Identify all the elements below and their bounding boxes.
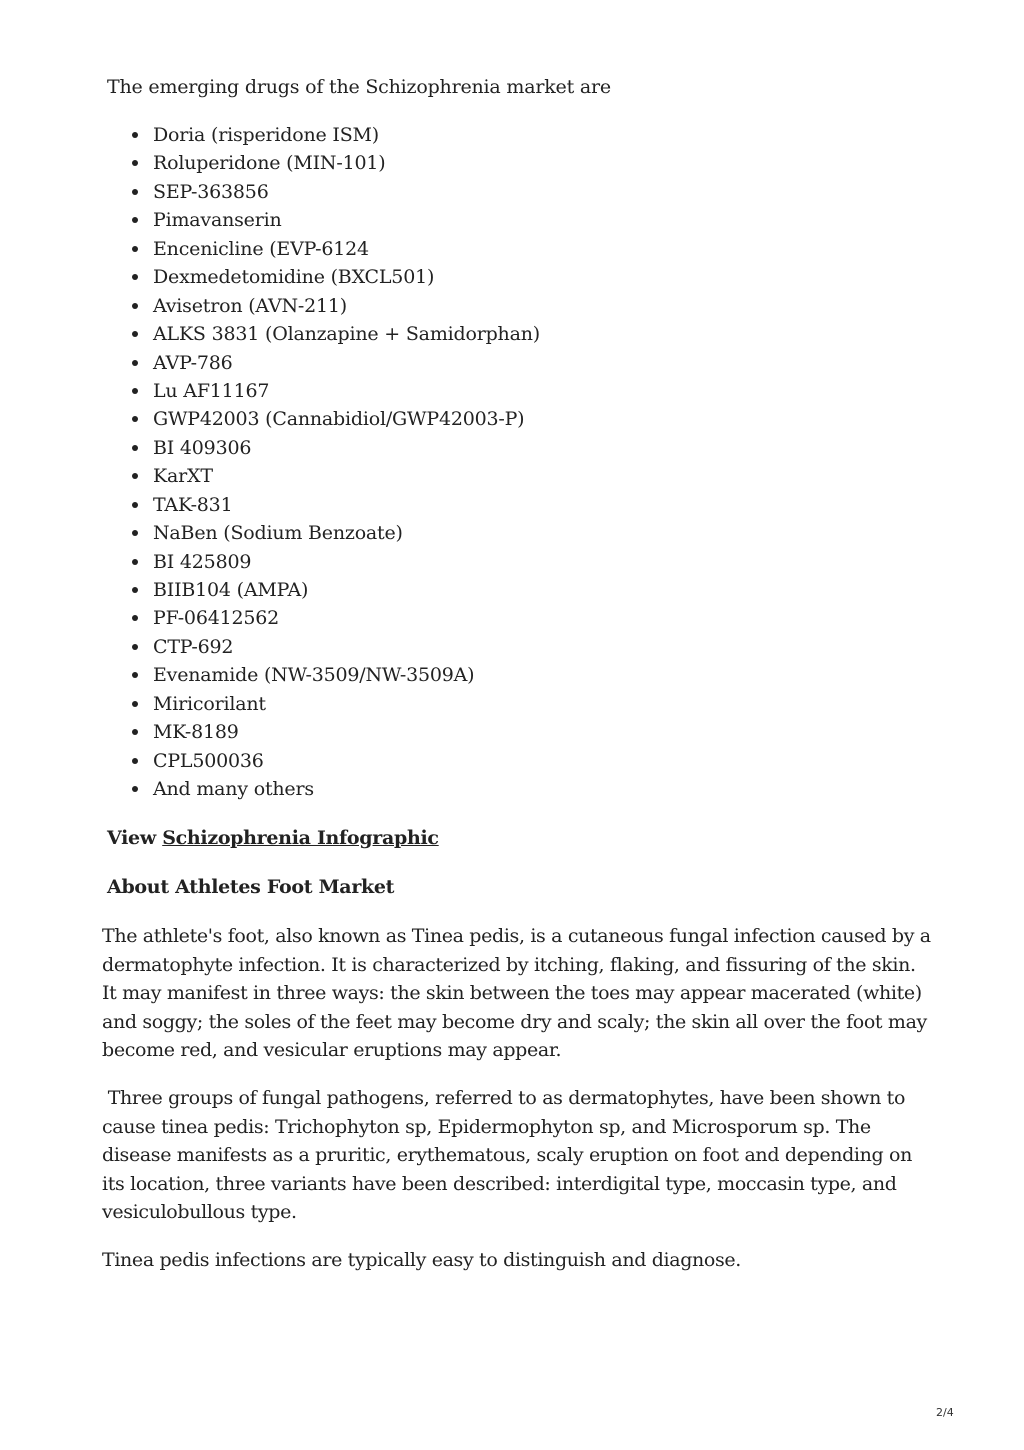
bullet-icon xyxy=(132,132,138,138)
paragraph-fungal-pathogens: Three groups of fungal pathogens, referred to as dermatophytes, have been shown to cause tinea pedis: Trichophyton sp, Epidermophyton sp, and Microsporum sp. The disease manifests as a pruritic, erythematous, scaly eruption on foot and depending on its location, three variants have been described: interdigital type, moccasin type, and vesiculobullous type. xyxy=(102,1087,913,1223)
list-item: GWP42003 (Cannabidiol/GWP42003-P) xyxy=(153,406,540,434)
bullet-icon xyxy=(132,189,138,195)
list-item: Miricorilant xyxy=(153,691,540,719)
bullet-icon xyxy=(132,559,138,565)
list-item: SEP-363856 xyxy=(153,179,540,207)
list-item: And many others xyxy=(153,776,540,804)
bullet-icon xyxy=(132,274,138,280)
paragraph-athletes-foot-definition: The athlete's foot, also known as Tinea pedis, is a cutaneous fungal infection caused by a dermatophyte infection. It is characterized by itching, flaking, and fissuring of the skin. It may manifest in three ways: the skin between the toes may appear macerated (white) and soggy; the soles of the feet may become dry and scaly; the skin all over the foot may become red, and vesicular eruptions may appear. xyxy=(102,925,931,1061)
bullet-icon xyxy=(132,473,138,479)
bullet-icon xyxy=(132,786,138,792)
bullet-icon xyxy=(132,644,138,650)
bullet-icon xyxy=(132,331,138,337)
page-number: 2/4 xyxy=(936,1406,954,1419)
list-item: Encenicline (EVP-6124 xyxy=(153,236,540,264)
bullet-icon xyxy=(132,701,138,707)
paragraph-diagnosis: Tinea pedis infections are typically easy to distinguish and diagnose. xyxy=(102,1249,741,1271)
bullet-icon xyxy=(132,360,138,366)
bullet-icon xyxy=(132,445,138,451)
list-item: NaBen (Sodium Benzoate) xyxy=(153,520,540,548)
list-item: Roluperidone (MIN-101) xyxy=(153,150,540,178)
list-item: Doria (risperidone ISM) xyxy=(153,122,540,150)
view-infographic-line xyxy=(107,825,439,851)
list-item: Evenamide (NW-3509/NW-3509A) xyxy=(153,662,540,690)
bullet-icon xyxy=(132,388,138,394)
list-item: TAK-831 xyxy=(153,492,540,520)
bullet-icon xyxy=(132,587,138,593)
bullet-icon xyxy=(132,530,138,536)
list-item: KarXT xyxy=(153,463,540,491)
list-item: PF-06412562 xyxy=(153,605,540,633)
bullet-icon xyxy=(132,217,138,223)
section-heading: About Athletes Foot Market xyxy=(107,876,395,898)
schizophrenia-infographic-link[interactable]: Schizophrenia Infographic xyxy=(162,827,439,849)
view-prefix: View xyxy=(107,827,156,849)
bullet-icon xyxy=(132,758,138,764)
bullet-icon xyxy=(132,729,138,735)
bullet-icon xyxy=(132,303,138,309)
list-item: Avisetron (AVN-211) xyxy=(153,293,540,321)
bullet-icon xyxy=(132,246,138,252)
bullet-icon xyxy=(132,416,138,422)
bullet-icon xyxy=(132,672,138,678)
bullet-icon xyxy=(132,160,138,166)
list-item: Dexmedetomidine (BXCL501) xyxy=(153,264,540,292)
list-item: CPL500036 xyxy=(153,748,540,776)
list-item: AVP-786 xyxy=(153,350,540,378)
list-item: Pimavanserin xyxy=(153,207,540,235)
list-item: ALKS 3831 (Olanzapine + Samidorphan) xyxy=(153,321,540,349)
intro-text: The emerging drugs of the Schizophrenia market are xyxy=(107,76,611,98)
list-item: MK-8189 xyxy=(153,719,540,747)
list-item: BI 425809 xyxy=(153,549,540,577)
list-item: CTP-692 xyxy=(153,634,540,662)
list-item: BI 409306 xyxy=(153,435,540,463)
list-item: Lu AF11167 xyxy=(153,378,540,406)
list-item: BIIB104 (AMPA) xyxy=(153,577,540,605)
bullet-icon xyxy=(132,615,138,621)
bullet-icon xyxy=(132,502,138,508)
emerging-drugs-list xyxy=(153,122,540,805)
